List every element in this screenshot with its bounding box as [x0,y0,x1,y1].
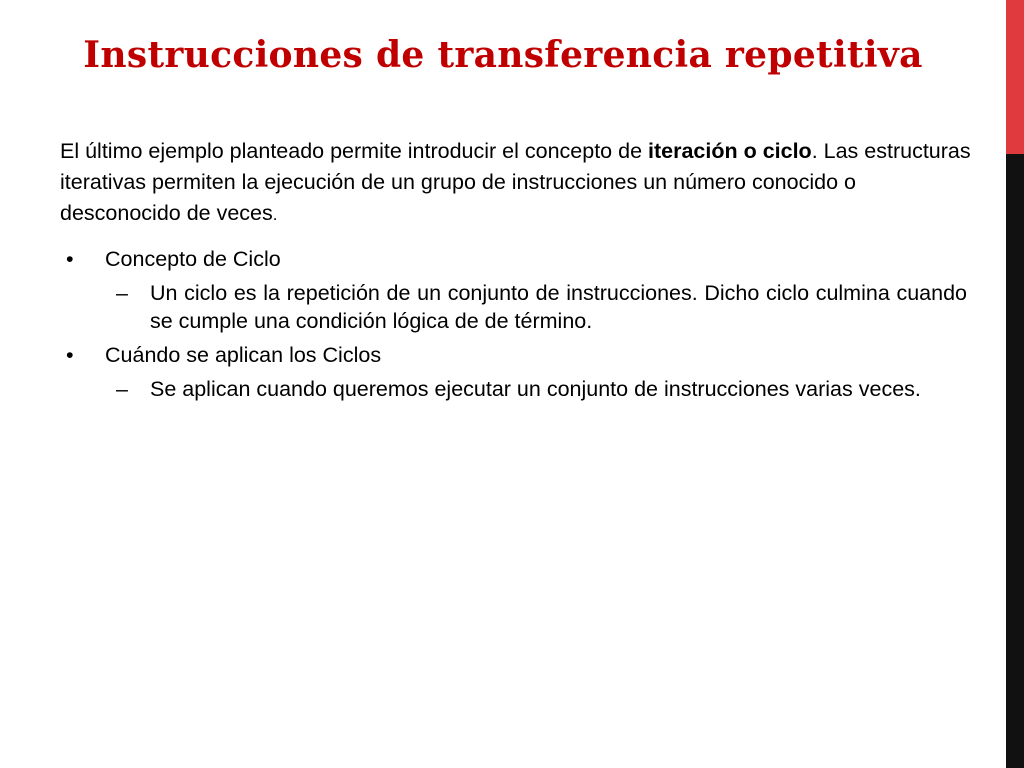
bullet-item [62,341,967,369]
bullet-item [62,245,967,273]
sub-item [62,375,967,403]
intro-text-end: . Las estructuras iterativas permiten la ejecución de un grupo de instrucciones un número conocido o desconocido de veces [60,139,971,225]
sub-item-text: Un ciclo es la repetición de un conjunto de instrucciones. Dicho ciclo culmina cuando se cumple una condición lógica de de término. [150,281,967,333]
dash-marker: – [116,281,128,305]
slide-title: Instrucciones de transferencia repetitiva [83,34,923,76]
bullet-marker: • [66,343,74,367]
intro-text-start: El último ejemplo planteado permite introducir el concepto de [60,139,648,163]
intro-final-period: . [272,205,278,224]
bullet-list [62,245,967,409]
intro-bold-term: iteración o ciclo [648,139,812,163]
sub-item-text: Se aplican cuando queremos ejecutar un conjunto de instrucciones varias veces. [150,377,921,401]
dash-marker: – [116,377,128,401]
accent-bar-dark [1006,154,1024,768]
bullet-label: Cuándo se aplican los Ciclos [105,343,382,367]
bullet-marker: • [66,247,74,271]
bullet-label: Concepto de Ciclo [105,247,281,271]
accent-bar-red [1006,0,1024,154]
sub-item [62,279,967,335]
intro-paragraph [60,136,980,230]
